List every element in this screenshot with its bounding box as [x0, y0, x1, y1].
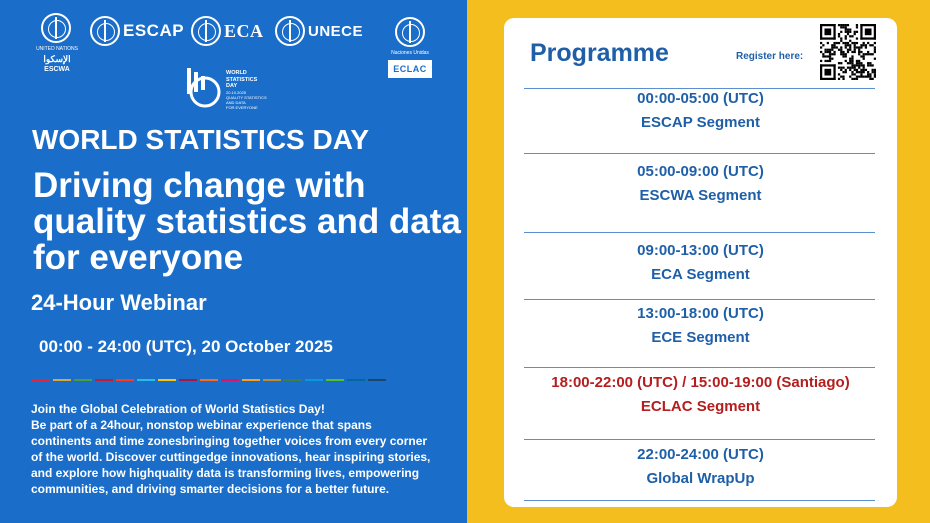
escwa-label: ESCWA	[44, 66, 70, 73]
eclac-label: ECLAC	[388, 60, 432, 78]
programme-slot-segment: ECE Segment	[651, 329, 750, 346]
programme-slot-segment: ECLAC Segment	[640, 398, 761, 415]
qr-code-icon[interactable]	[820, 24, 876, 80]
stripe-segment	[221, 379, 239, 381]
stripe-segment	[347, 379, 365, 381]
programme-slot-time: 05:00-09:00 (UTC)	[637, 163, 764, 180]
intro-line: Join the Global Celebration of World Statistics Day!	[31, 402, 325, 416]
eca-logo	[191, 16, 264, 46]
programme-divider	[524, 88, 875, 89]
programme-divider	[524, 367, 875, 368]
programme-slot-time: 09:00-13:00 (UTC)	[637, 242, 764, 259]
wsd-line: FOR EVERYONE	[226, 104, 258, 110]
wsd-line: 20.10.2025	[226, 89, 247, 95]
eclac-emblem	[395, 17, 425, 47]
programme-divider	[524, 153, 875, 154]
programme-divider	[524, 232, 875, 233]
event-title: WORLD STATISTICS DAY	[32, 124, 370, 155]
intro-text	[31, 401, 456, 497]
wsd-line: STATISTICS	[226, 76, 258, 83]
intro-line: Be part of a 24hour, nonstop webinar experience that spans	[31, 418, 372, 432]
programme-card	[504, 18, 897, 507]
escwa-logo	[41, 13, 71, 43]
wsd-line: QUALITY STATISTICS	[226, 94, 267, 100]
programme-divider	[524, 299, 875, 300]
stripe-segment	[305, 379, 323, 381]
un-emblem-icon	[90, 16, 120, 46]
programme-slot-time: 22:00-24:00 (UTC)	[637, 446, 764, 463]
stripe-segment	[137, 379, 155, 381]
programme-slot-time: 13:00-18:00 (UTC)	[637, 305, 764, 322]
event-headline: Driving change with quality statistics and data for everyone	[33, 166, 461, 277]
wsd-line: WORLD	[226, 70, 247, 76]
stripe-segment	[200, 379, 218, 381]
stripe-segment	[74, 379, 92, 381]
programme-slot-segment: ESCWA Segment	[639, 187, 762, 204]
programme-slot-time: 00:00-05:00 (UTC)	[637, 90, 764, 107]
unece-label: UNECE	[308, 22, 364, 40]
escap-label: ESCAP	[123, 21, 185, 40]
un-emblem-icon	[41, 13, 71, 43]
wsd-line: AND DATA	[226, 99, 246, 105]
intro-line: of the world. Discover cuttingedge innovations, hear inspiring stories,	[31, 450, 431, 464]
escap-logo	[90, 16, 184, 46]
stripe-segment	[263, 379, 281, 381]
un-emblem-icon	[275, 16, 305, 46]
programme-slot-segment: Global WrapUp	[646, 470, 755, 487]
programme-divider	[524, 500, 875, 501]
register-label: Register here:	[736, 51, 804, 62]
wsd-line: DAY	[226, 83, 238, 89]
un-emblem-icon	[191, 16, 221, 46]
sdg-color-stripe	[32, 379, 386, 381]
stripe-segment	[53, 379, 71, 381]
world-statistics-day-logo-icon	[183, 66, 223, 108]
wsd-logo-text	[226, 70, 267, 110]
escwa-arabic-label: الإسكوا	[43, 54, 71, 64]
unece-logo	[275, 16, 363, 46]
escwa-caption: UNITED NATIONS	[36, 46, 78, 52]
programme-slot-time: 18:00-22:00 (UTC) / 15:00-19:00 (Santiago)	[551, 374, 850, 391]
event-datetime: 00:00 - 24:00 (UTC), 20 October 2025	[39, 337, 333, 356]
stripe-segment	[242, 379, 260, 381]
programme-divider	[524, 439, 875, 440]
stripe-segment	[368, 379, 386, 381]
programme-slot-segment: ESCAP Segment	[641, 114, 760, 131]
intro-line: communities, and driving smarter decisions for a better future.	[31, 482, 390, 496]
un-emblem-icon	[395, 17, 425, 47]
eca-label: ECA	[224, 20, 264, 41]
intro-line: continents and time zonesbringing together voices from every corner	[31, 434, 428, 448]
stripe-segment	[158, 379, 176, 381]
stripe-segment	[116, 379, 134, 381]
stripe-segment	[95, 379, 113, 381]
stripe-segment	[32, 379, 50, 381]
intro-line: and explore how highquality data is transforming lives, empowering	[31, 466, 420, 480]
stripe-segment	[179, 379, 197, 381]
stripe-segment	[326, 379, 344, 381]
stripe-segment	[284, 379, 302, 381]
programme-slot-segment: ECA Segment	[651, 266, 750, 283]
programme-title: Programme	[530, 39, 669, 67]
eclac-caption: Naciones Unidas	[391, 50, 429, 56]
webinar-label: 24-Hour Webinar	[31, 290, 207, 315]
